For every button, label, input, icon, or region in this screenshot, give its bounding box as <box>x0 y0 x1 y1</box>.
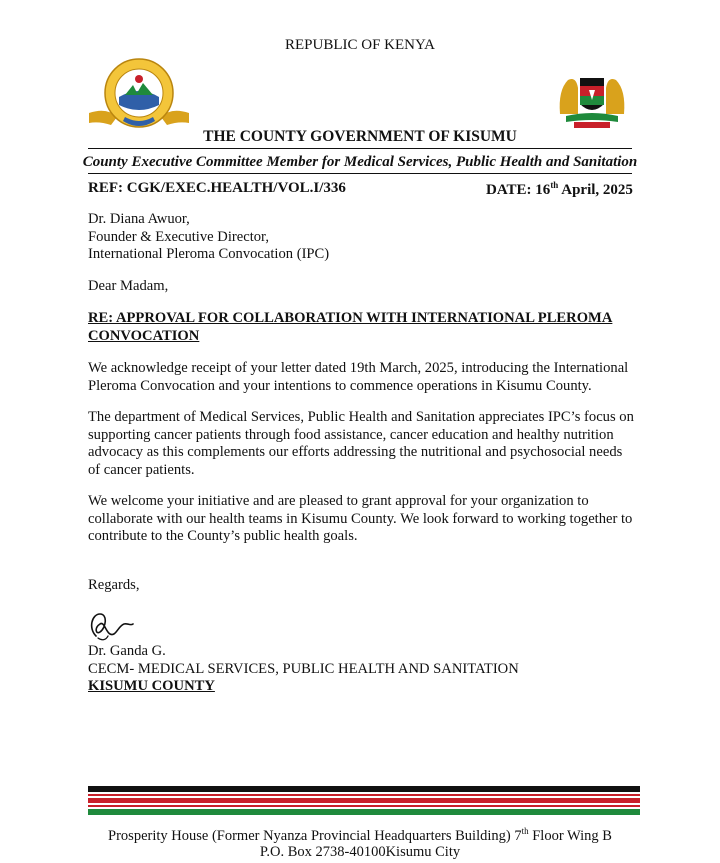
letter-date: DATE: 16th April, 2025 <box>486 180 633 198</box>
signatory-title: CECM- MEDICAL SERVICES, PUBLIC HEALTH AND SANITATION <box>88 660 519 677</box>
signatory-county: KISUMU COUNTY <box>88 678 215 694</box>
flag-color-stripes <box>88 786 640 816</box>
salutation: Dear Madam, <box>88 278 169 294</box>
closing: Regards, <box>88 577 140 593</box>
recipient-block <box>88 211 638 264</box>
office-subtitle: County Executive Committee Member for Medical Services, Public Health and Sanitation <box>82 154 638 170</box>
recipient-name: Dr. Diana Awuor, <box>88 211 190 227</box>
paragraph-acknowledgement: We acknowledge receipt of your letter dated 19th March, 2025, introducing the International Pleroma Convocation and your intentions to commence operations in Kisumu County. <box>88 360 629 394</box>
kenya-coat-of-arms-logo <box>556 70 628 130</box>
county-seal-logo <box>87 55 191 135</box>
subject-line: RE: APPROVAL FOR COLLABORATION WITH INTERNATIONAL PLEROMA CONVOCATION <box>88 310 613 344</box>
signatory-name: Dr. Ganda G. <box>88 643 166 659</box>
footer-address: Prosperity House (Former Nyanza Provincial Headquarters Building) 7th Floor Wing B <box>108 826 612 844</box>
reference-number: REF: CGK/EXEC.HEALTH/VOL.I/336 <box>88 180 346 196</box>
header-divider-top <box>88 148 632 149</box>
recipient-title: Founder & Executive Director, <box>88 228 269 245</box>
handwritten-signature <box>86 608 136 648</box>
paragraph-approval: We welcome your initiative and are pleased to grant approval for your organization to collaborate with our health teams in Kisumu County. We look forward to working together to contribute to the County’s public health goals. <box>88 493 633 544</box>
footer-po-box: P.O. Box 2738-40100Kisumu City <box>259 844 461 860</box>
paragraph-appreciation: The department of Medical Services, Public Health and Sanitation appreciates IPC’s focus on supporting cancer patients through food assistance, cancer education and healthy nutrition advocacy as this complements our efforts addressing the nutritional and psychosocial needs of cancer patients. <box>88 409 634 478</box>
header-divider-bottom <box>88 173 632 174</box>
county-government-title: THE COUNTY GOVERNMENT OF KISUMU <box>203 128 517 145</box>
recipient-organization: International Pleroma Convocation (IPC) <box>88 246 330 262</box>
republic-heading: REPUBLIC OF KENYA <box>284 37 435 53</box>
signatory-block <box>88 643 638 696</box>
